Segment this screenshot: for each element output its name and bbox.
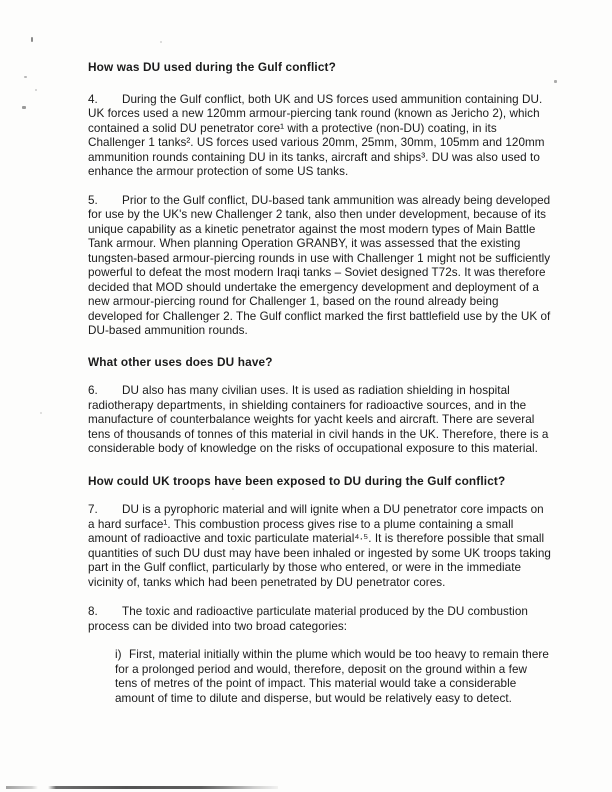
scan-speck [554,80,557,83]
section-heading-du-usage: How was DU used during the Gulf conflict? [88,60,336,74]
scan-speck [24,76,27,78]
section-heading-exposure: How could UK troops have been exposed to DU during the Gulf conflict? [88,473,506,488]
scan-speck [31,37,33,42]
paragraph-5 [88,194,551,339]
paragraph-5-number: 5. [88,193,98,207]
paragraph-4-text: During the Gulf conflict, both UK and US forces used ammunition containing DU. UK forces used a new 120mm armour-piercing tank round (known as Jericho 2), which contained a solid DU penetrator core¹ with a protective (non-DU) coating, in its Challenger 1 tanks². US forces used various 20mm, 25mm, 30mm, 105mm and 120mm ammunition rounds containing DU in its tanks, aircraft and ships³. DU was also used to enhance the armour protection of some US tanks. [88,92,545,178]
paragraph-7 [88,503,551,590]
paragraph-7-text: DU is a pyrophoric material and will ignite when a DU penetrator core impacts on a hard surface¹. This combustion process gives rise to a plume containing a small amount of radioactive and toxic particulate material⁴·⁵. It is therefore possible that small quantities of such DU dust may have been inhaled or ingested by some UK troops taking part in the Gulf conflict, particularly by those who entered, or were in the immediate vicinity of, tanks which had been penetrated by DU penetrator cores. [88,503,551,589]
paragraph-4 [88,93,551,180]
scan-smudge-line [6,786,278,789]
scan-speck [22,106,26,109]
paragraph-4-number: 4. [88,92,98,106]
paragraph-5-text: Prior to the Gulf conflict, DU-based tank ammunition was already being developed for use by the UK's new Challenger 2 tank, also then under development, because of its unique capability as a kinetic penetrator against the most modern types of Main Battle Tank armour. When planning Operation GRANBY, it was assessed that the existing tungsten-based armour-piercing rounds in use with Challenger 1 might not be sufficiently powerful to defeat the most modern Iraqi tanks – Soviet designed T72s. It was therefore decided that MOD should undertake the emergency development and deployment of a new armour-piercing round for Challenger 1, based on the round already being developed for Challenger 2. The Gulf conflict marked the first battlefield use by the UK of DU-based ammunition rounds. [88,193,551,337]
paragraph-7-number: 7. [88,503,98,516]
scan-speck [40,412,42,414]
paragraph-6-number: 6. [88,384,98,397]
list-item-i-text: First, material initially within the plume which would be too heavy to remain there for a prolonged period and would, therefore, deposit on the ground within a few tens of metres of the point of impact. This material would take a considerable amount of time to dilute and disperse, but would be relatively easy to detect. [115,648,549,705]
paragraph-8 [88,605,551,634]
paragraph-6-text: DU also has many civilian uses. It is used as radiation shielding in hospital radiotherapy departments, in shielding containers for radioactive sources, and in the manufacture of counterbalance weights for yacht keels and aircraft. There are several tens of thousands of tonnes of this material in civil hands in the UK. Therefore, there is a considerable body of knowledge on the risks of occupational exposure to this material. [88,384,549,455]
document-text-block [88,60,551,706]
scan-speck [232,488,234,490]
list-item-i [115,648,551,706]
paragraph-8-text: The toxic and radioactive particulate material produced by the DU combustion process can be divided into two broad categories: [88,605,528,633]
list-item-i-marker: i) [115,648,122,661]
paragraph-6 [88,384,551,457]
paragraph-8-number: 8. [88,605,98,618]
section-heading-other-uses: What other uses does DU have? [88,354,273,369]
scan-speck [35,89,37,91]
scan-speck [160,41,162,43]
